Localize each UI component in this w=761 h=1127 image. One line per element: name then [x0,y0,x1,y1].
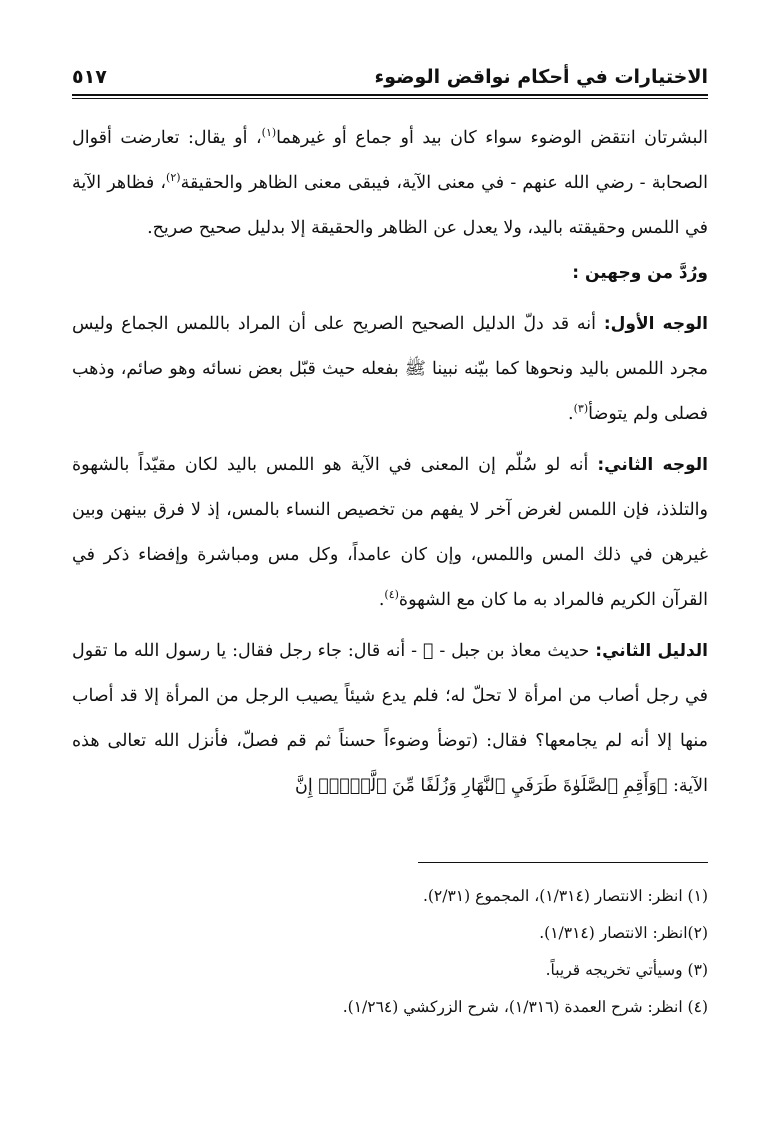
paragraph-2 [72,302,708,437]
paragraph-text: البشرتان انتقض الوضوء سواء كان بيد أو جماع أو غيرهما [276,128,708,148]
running-header [72,58,708,88]
footnote-2: (٢)انظر: الانتصار (١/٣١٤). [539,924,708,942]
section-lead: الوجه الثاني: [597,455,708,475]
main-text [72,116,708,809]
header-title: الاختيارات في أحكام نواقض الوضوء [374,66,708,88]
paragraph-text: ، أو يقال: تعارضت أقوال الصحابة - رضي الله عنهم - في معنى الآية، فيبقى معنى الظاهر والحقيقة [72,128,708,193]
paragraph-end: . [568,404,574,424]
footnote-ref: (٤) [384,588,399,602]
paragraph-3 [72,443,708,623]
page-number: ٥١٧ [72,66,107,88]
paragraph-text: أنه لو سُلّم إن المعنى في الآية هو اللمس باليد لكان مقيّداً بالشهوة والتلذذ، فإن اللمس لغرض آخر لا يفهم من تخصيص النساء بالمس، إذ لا فرق بينهن وبين غيرهن في ذلك المس واللمس، وإن كان عامداً، وكل مس ومباشرة وإفضاء ذكر في القرآن الكريم فالمراد به ما كان مع الشهوة [72,455,708,610]
paragraph-4 [72,629,708,809]
section-lead: الوجه الأول: [603,314,708,334]
footnote-ref: (٢) [166,171,181,185]
header-divider [72,94,708,99]
section-lead: الدليل الثاني: [595,641,708,661]
paragraph-end: . [378,590,385,610]
footnote-1: (١) انظر: الانتصار (١/٣١٤)، المجموع (٢/٣١). [422,887,708,905]
paragraph-text: حديث معاذ بن جبل - ﷺ - أنه قال: جاء رجل فقال: يا رسول الله ما تقول في رجل أصاب من امرأة لا تحلّ له؛ فلم يدع شيئاً يصيب الرجل من المرأة إلا قد أصاب منها إلا أنه لم يجامعها؟ فقال: (توضأ وضوءاً حسناً ثم قم فصلّ، فأنزل الله تعالى هذه الآية: ﴿وَأَقِمِ ٱلصَّلَوٰةَ طَرَفَيِ ٱلنَّهَارِ وَزُلَفًا مِّنَ ٱلَّيۡلِۚ إِنَّ [72,641,708,796]
footnote-divider [418,862,708,863]
reply-heading: ورُدَّ من وجهين : [572,263,708,283]
footnote-4: (٤) انظر: شرح العمدة (١/٣١٦)، شرح الزركشي (١/٢٦٤). [342,998,708,1016]
footnote-ref: (١) [261,126,277,140]
paragraph-text: ، فظاهر الآية في اللمس وحقيقته باليد، ولا يعدل عن الظاهر والحقيقة إلا بدليل صحيح صريح. [72,173,708,238]
paragraph-text: أنه قد دلّ الدليل الصحيح الصريح على أن المراد باللمس الجماع وليس مجرد اللمس باليد ونحوها كما بيّنه نبينا ﷺ بفعله حيث قبّل بعض نسائه وهو صائم، وذهب فصلى ولم يتوضأ [72,314,708,424]
footnote-ref: (٣) [573,402,589,416]
footnotes [72,878,708,1026]
paragraph-1 [72,116,708,251]
footnote-3: (٣) وسيأتي تخريجه قريباً. [545,961,708,979]
